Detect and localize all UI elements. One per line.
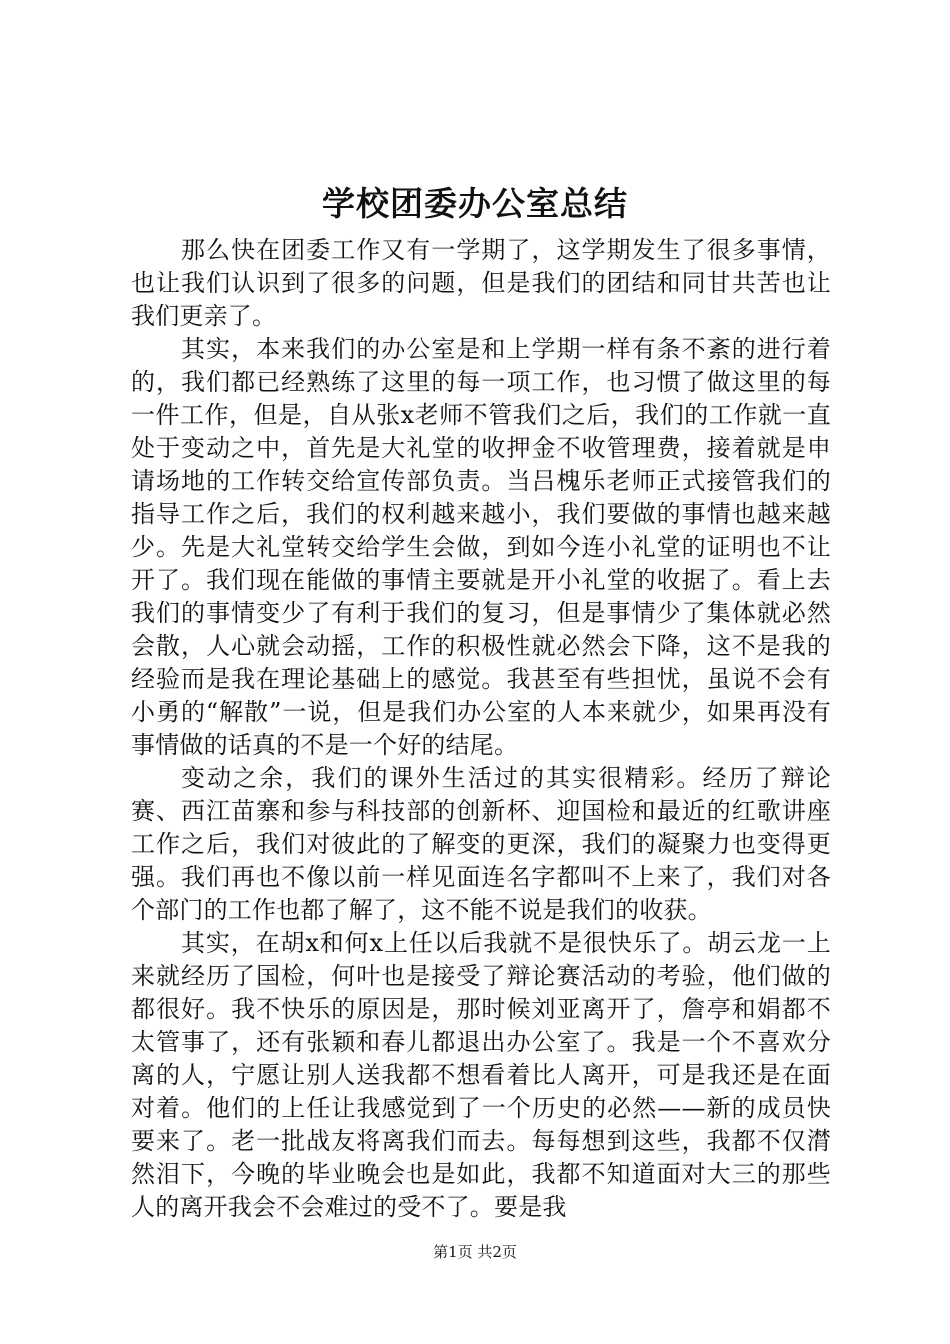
page-footer: 第1页 共2页 [433,1243,517,1261]
paragraph-1: 那么快在团委工作又有一学期了，这学期发生了很多事情，也让我们认识到了很多的问题，但是我们的团结和同甘共苦也让我们更亲了。 [131,236,831,330]
paragraph-2: 其实，本来我们的办公室是和上学期一样有条不紊的进行着的，我们都已经熟练了这里的每一项工作，也习惯了做这里的每一件工作，但是，自从张x老师不管我们之后，我们的工作就一直处于变动之中，首先是大礼堂的收押金不收管理费，接着就是申请场地的工作转交给宣传部负责。当吕槐乐老师正式接管我们的指导工作之后，我们的权利越来越小，我们要做的事情也越来越少。先是大礼堂转交给学生会做，到如今连小礼堂的证明也不让开了。我们现在能做的事情主要就是开小礼堂的收据了。看上去我们的事情变少了有利于我们的复习，但是事情少了集体就必然会散，人心就会动摇，工作的积极性就必然会下降，这不是我的经验而是我在理论基础上的感觉。我甚至有些担忧，虽说不会有小勇的“解散”一说，但是我们办公室的人本来就少，如果再没有事情做的话真的不是一个好的结尾。 [131,335,831,759]
paragraph-4: 其实，在胡x和何x上任以后我就不是很快乐了。胡云龙一上来就经历了国检，何叶也是接受了辩论赛活动的考验，他们做的都很好。我不快乐的原因是，那时候刘亚离开了，詹亭和娟都不太管事了，还有张颖和春儿都退出办公室了。我是一个不喜欢分离的人，宁愿让别人送我都不想看着比人离开，可是我还是在面对着。他们的上任让我感觉到了一个历史的必然——新的成员快要来了。老一批战友将离我们而去。每每想到这些，我都不仅潸然泪下，今晚的毕业晚会也是如此，我都不知道面对大三的那些人的离开我会不会难过的受不了。要是我 [131,929,831,1221]
paragraph-3: 变动之余，我们的课外生活过的其实很精彩。经历了辩论赛、西江苗寨和参与科技部的创新杯、迎国检和最近的红歌讲座工作之后，我们对彼此的了解变的更深，我们的凝聚力也变得更强。我们再也不像以前一样见面连名字都叫不上来了，我们对各个部门的工作也都了解了，这不能不说是我们的收获。 [131,764,831,924]
document-title: 学校团委办公室总结 [322,184,628,223]
document-body [131,234,831,1224]
